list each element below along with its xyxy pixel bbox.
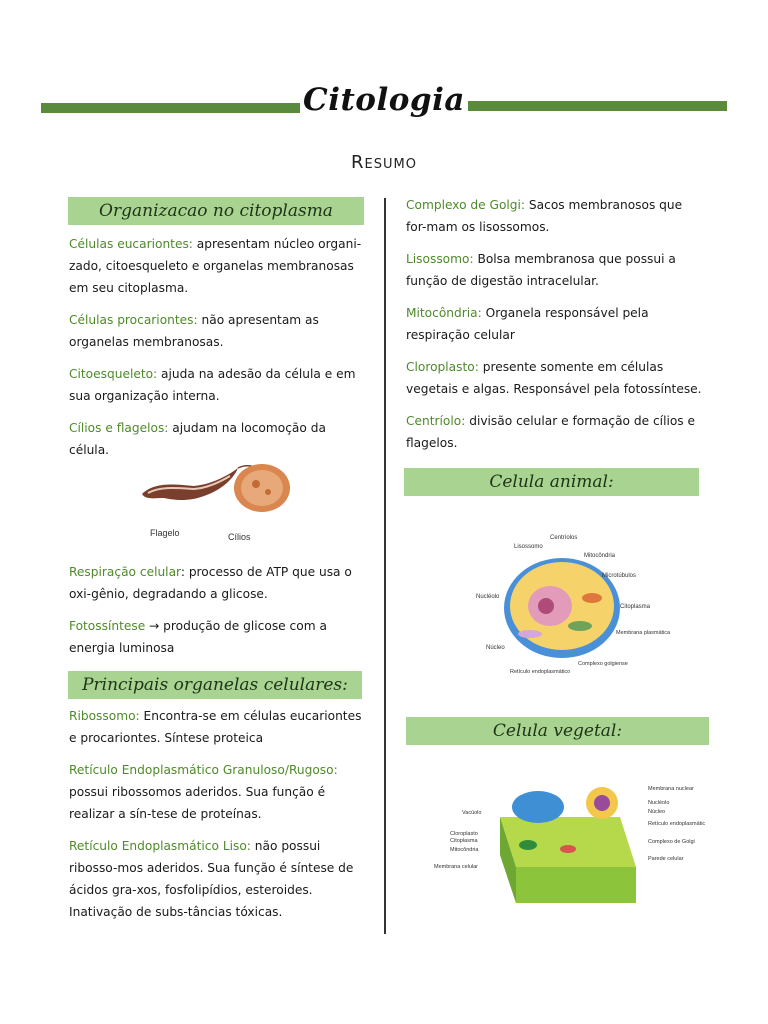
plant-label-vacuolo: Vacúolo [462,810,482,816]
definition-term: Células eucariontes: [69,237,193,251]
organelles-column [69,705,365,933]
definition-entry [69,363,365,407]
definition-entry [69,561,365,605]
definition-term: Centríolo: [406,414,466,428]
definition-text: Encontra-se em células eucariontes e procariontes. Síntese proteica [69,709,362,745]
definition-text: Organela responsável pela respiração celular [406,306,649,342]
definition-text: ajuda na adesão da célula e em sua organização interna. [69,367,356,403]
definition-entry [69,759,365,825]
definition-term: Mitocôndria: [406,306,482,320]
animal-label-complexo: Complexo golgiense [578,661,628,667]
left-column [69,233,365,471]
plant-label-parede: Parede celular [648,856,684,862]
section-heading-animal-cell: Celula animal: [404,468,699,496]
definition-entry [69,835,365,923]
respiration-entries [69,561,365,659]
plant-label-citoplasma: Citoplasma [450,838,478,844]
animal-cell-figure [470,528,671,688]
definition-term: Complexo de Golgi: [406,198,526,212]
definition-entry [406,410,706,454]
animal-label-citoplasma: Citoplasma [620,604,651,610]
definition-term: Citoesqueleto: [69,367,158,381]
plant-label-membrana-celular: Membrana celular [434,864,479,870]
animal-label-mitocondria: Mitocôndria [584,553,616,559]
plant-label-nucleo: Núcleo [648,809,666,815]
right-column [406,194,706,464]
animal-label-nucleo: Núcleo [486,645,505,651]
cilios-label: Cílios [228,532,251,542]
definition-term: Fotossíntese [69,619,146,633]
animal-label-centriolos: Centríolos [550,535,578,541]
definition-text: : processo de ATP que usa o oxi-gênio, degradando a glicose. [69,565,352,601]
plant-label-mitocondria: Mitocôndria [450,847,479,853]
section-heading-organization: Organizacao no citoplasma [68,197,364,225]
definition-entry [406,194,706,238]
flagelo-label: Flagelo [150,528,180,538]
page-subtitle: Resumo [351,152,417,173]
definition-text: não apresentam as organelas membranosas. [69,313,319,349]
plant-label-membrana-nuclear: Membrana nuclear [648,786,694,792]
section-heading-organelles: Principais organelas celulares: [68,671,362,699]
definition-text: apresentam núcleo organi-zado, citoesqueleto e organelas membranosas em seu citoplasma. [69,237,362,295]
animal-label-reticulo: Retículo endoplasmático [510,669,571,675]
plant-label-cloroplasto: Cloroplasto [450,831,478,837]
plant-label-nucleolo: Nucléolo [648,800,670,806]
definition-entry [406,302,706,346]
title-bar-left [41,103,300,113]
page-title: Citologia [303,82,465,118]
definition-entry [69,705,365,749]
definition-entry [69,233,365,299]
animal-label-membrana: Membrana plasmática [616,630,671,636]
definition-term: Lisossomo: [406,252,474,266]
definition-text: ajudam na locomoção da célula. [69,421,326,457]
plant-cell-figure [430,775,706,907]
organelle-entries [69,705,365,923]
section-heading-plant-cell: Celula vegetal: [406,717,709,745]
definition-text: Bolsa membranosa que possui a função de digestão intracelular. [406,252,676,288]
definition-term: Células procariontes: [69,313,198,327]
title-bar-right [468,101,727,111]
animal-label-microtubulos: Microtúbulos [602,573,637,579]
definition-text: possui ribossomos aderidos. Sua função é realizar a sín-tese de proteínas. [69,785,326,821]
definition-text: divisão celular e formação de cílios e flagelos. [406,414,696,450]
definition-text: Sacos membranosos que for-mam os lisossomos. [406,198,683,234]
column-divider [384,198,386,934]
definition-term: Cílios e flagelos: [69,421,169,435]
definition-term: Ribossomo: [69,709,140,723]
definition-term: Respiração celular [69,565,181,579]
definition-entry [69,615,365,659]
definition-entry [406,248,706,292]
plant-label-reticulo: Retículo endoplasmátic [648,821,706,827]
left-column-lower [69,561,365,669]
definition-entry [406,356,706,400]
right-entries [406,194,706,454]
definition-term: Retículo Endoplasmático Liso: [69,839,251,853]
definition-text: → produção de glicose com a energia luminosa [69,619,327,655]
definition-text: presente somente em células vegetais e algas. Responsável pela fotossíntese. [406,360,702,396]
plant-label-golgi: Complexo de Golgi [648,839,695,845]
definition-text: não possui ribosso-mos aderidos. Sua função é síntese de ácidos gra-xos, fosfolipídios, esteroides. Inativação de subs-tâncias tóxicas. [69,839,354,919]
definition-term: Cloroplasto: [406,360,479,374]
organization-entries [69,233,365,461]
definition-entry [69,309,365,353]
definition-term: Retículo Endoplasmático Granuloso/Rugoso: [69,763,338,777]
animal-label-lisossomo: Lisossomo [514,544,543,550]
animal-label-nucleolo: Nucléolo [476,594,500,600]
cilia-flagella-figure [134,454,304,550]
